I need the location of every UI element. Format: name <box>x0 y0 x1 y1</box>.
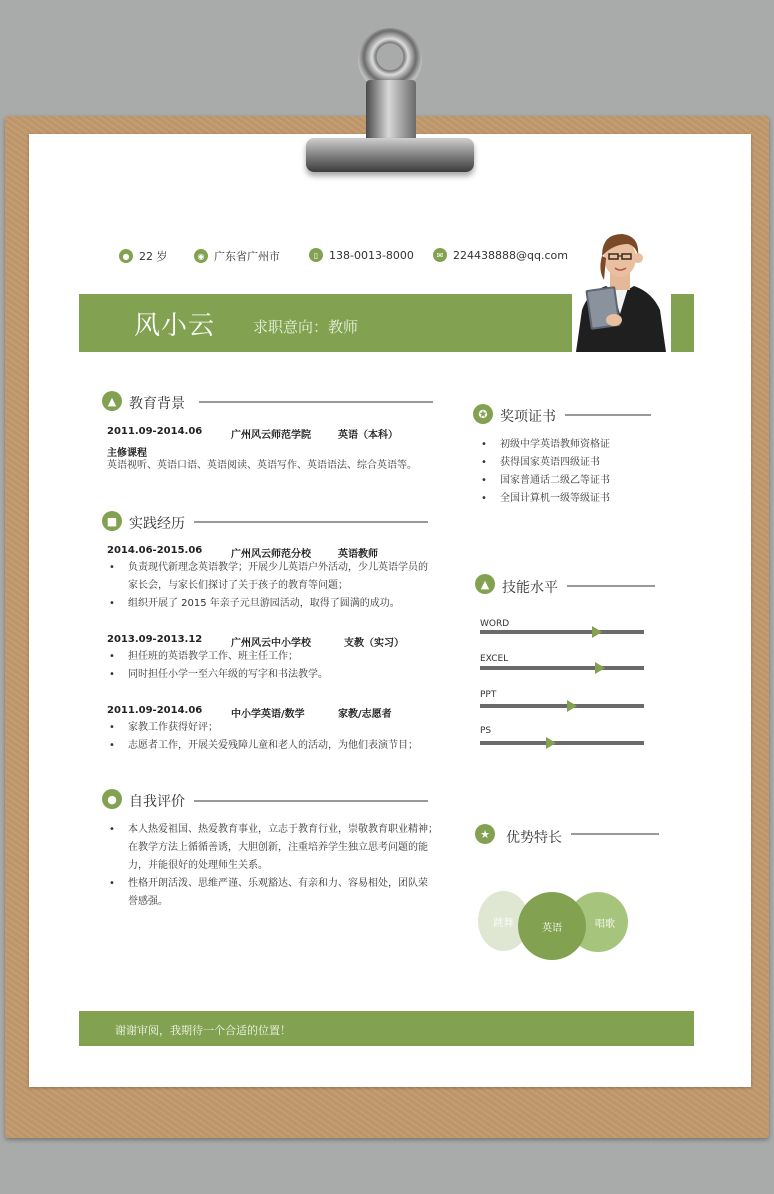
award-item: • 初级中学英语教师资格证 <box>500 436 610 454</box>
job-intent: 求职意向：教师 <box>253 318 359 336</box>
practice-1-bullet-1: • 负责现代新理念英语教学；开展少儿英语户外活动，少儿英语学员的 <box>128 559 428 577</box>
contact-age <box>119 248 168 264</box>
people-icon: ● <box>102 789 122 809</box>
skill-bar-track <box>480 666 644 670</box>
practice-1-org: 广州风云师范分校 <box>231 549 311 560</box>
skill-label: PPT <box>480 690 497 700</box>
skill-level-marker <box>567 700 577 712</box>
practice-title: 实践经历 <box>129 516 185 532</box>
education-divider <box>199 401 433 403</box>
education-date: 2011.09-2014.06 <box>107 426 203 437</box>
award-item: • 国家普通话二级乙等证书 <box>500 472 610 490</box>
self-eval-divider <box>194 800 428 802</box>
skill-level-marker <box>592 626 602 638</box>
self-eval-bullet-1: • 本人热爱祖国、热爱教育事业，立志于教育行业，崇敬教育职业精神； <box>128 821 438 839</box>
practice-2-org: 广州风云中小学校 <box>231 638 311 649</box>
practice-1-role: 英语教师 <box>338 549 378 560</box>
email-icon: ✉ <box>433 248 447 262</box>
strength-label: 唱歌 <box>595 918 615 930</box>
practice-2-bullet-2: • 同时担任小学一至六年级的写字和书法教学。 <box>128 666 328 684</box>
binder-clip-neck <box>366 80 416 142</box>
skills-title: 技能水平 <box>502 580 558 596</box>
self-eval-title: 自我评价 <box>129 794 185 810</box>
age-text: 22 岁 <box>139 250 168 263</box>
strength-label: 跳舞 <box>493 917 514 929</box>
star-icon: ★ <box>475 824 495 844</box>
education-title: 教育背景 <box>129 396 185 412</box>
contact-location <box>194 248 280 264</box>
skill-label: WORD <box>480 619 510 629</box>
skill-bar-track <box>480 704 644 708</box>
contact-phone <box>309 248 414 262</box>
phone-text: 138-0013-8000 <box>329 248 414 262</box>
skill-level-marker <box>546 737 556 749</box>
practice-3-bullet-2: • 志愿者工作，开展关爱残障儿童和老人的活动，为他们表演节目； <box>128 737 418 755</box>
practice-1-bullet-2: • 组织开展了 2015 年亲子元旦游园活动，取得了圆满的成功。 <box>128 595 400 613</box>
strength-label: 英语 <box>542 922 562 934</box>
skill-label: EXCEL <box>480 654 509 664</box>
strengths-divider <box>571 833 659 835</box>
email-text: 224438888@qq.com <box>453 248 568 262</box>
skills-divider <box>567 585 655 587</box>
flask-icon: ▲ <box>475 574 495 594</box>
practice-2-bullet-1: • 担任班的英语教学工作、班主任工作； <box>128 648 298 666</box>
education-school: 广州风云师范学院 <box>231 430 311 441</box>
candidate-name: 风小云 <box>134 311 216 341</box>
awards-divider <box>565 414 651 416</box>
award-item: • 获得国家英语四级证书 <box>500 454 600 472</box>
location-text: 广东省广州市 <box>214 250 280 263</box>
practice-2-role: 支教（实习） <box>344 638 404 649</box>
self-eval-line-2: 在教学方法上循循善诱，大胆创新，注重培养学生独立思考问题的能 <box>128 842 428 853</box>
profile-photo <box>572 222 668 352</box>
skill-level-marker <box>595 662 605 674</box>
graduation-cap-icon: ▲ <box>102 391 122 411</box>
strength-circle <box>518 892 586 960</box>
practice-3-role: 家教/志愿者 <box>338 709 392 720</box>
skill-bar-track <box>480 741 644 745</box>
self-eval-line-3: 力，并能很好的处理师生关系。 <box>128 860 268 871</box>
practice-divider <box>194 521 428 523</box>
practice-3-date: 2011.09-2014.06 <box>107 705 203 716</box>
skill-label: PS <box>480 726 492 736</box>
practice-1-bullet-1-cont: 家长会，与家长们探讨了关于孩子的教育等问题； <box>128 580 348 591</box>
location-pin-icon: ◉ <box>194 249 208 263</box>
briefcase-icon: ■ <box>102 511 122 531</box>
medal-icon: ✪ <box>473 404 493 424</box>
strengths-title: 优势特长 <box>506 830 562 846</box>
courses-title: 主修课程 <box>107 448 147 459</box>
binder-clip-base <box>306 138 474 172</box>
practice-3-org: 中小学英语/数学 <box>231 709 305 720</box>
self-eval-bullet-2: • 性格开朗活泼、思维严谨、乐观豁达、有亲和力、容易相处，团队荣 <box>128 875 428 893</box>
self-eval-line-5: 誉感强。 <box>128 896 168 907</box>
contact-email <box>433 248 568 262</box>
person-icon: ● <box>119 249 133 263</box>
practice-2-date: 2013.09-2013.12 <box>107 634 203 645</box>
footer-text: 谢谢审阅，我期待一个合适的位置！ <box>115 1024 291 1037</box>
phone-icon: ▯ <box>309 248 323 262</box>
practice-3-bullet-1: • 家教工作获得好评； <box>128 719 218 737</box>
name-banner-tail <box>671 294 694 352</box>
practice-1-date: 2014.06-2015.06 <box>107 545 203 556</box>
courses-text: 英语视听、英语口语、英语阅读、英语写作、英语语法、综合英语等。 <box>107 460 417 471</box>
skill-bar-track <box>480 630 644 634</box>
awards-title: 奖项证书 <box>500 409 556 425</box>
education-major: 英语（本科） <box>338 430 398 441</box>
award-item: • 全国计算机一级等级证书 <box>500 490 610 508</box>
